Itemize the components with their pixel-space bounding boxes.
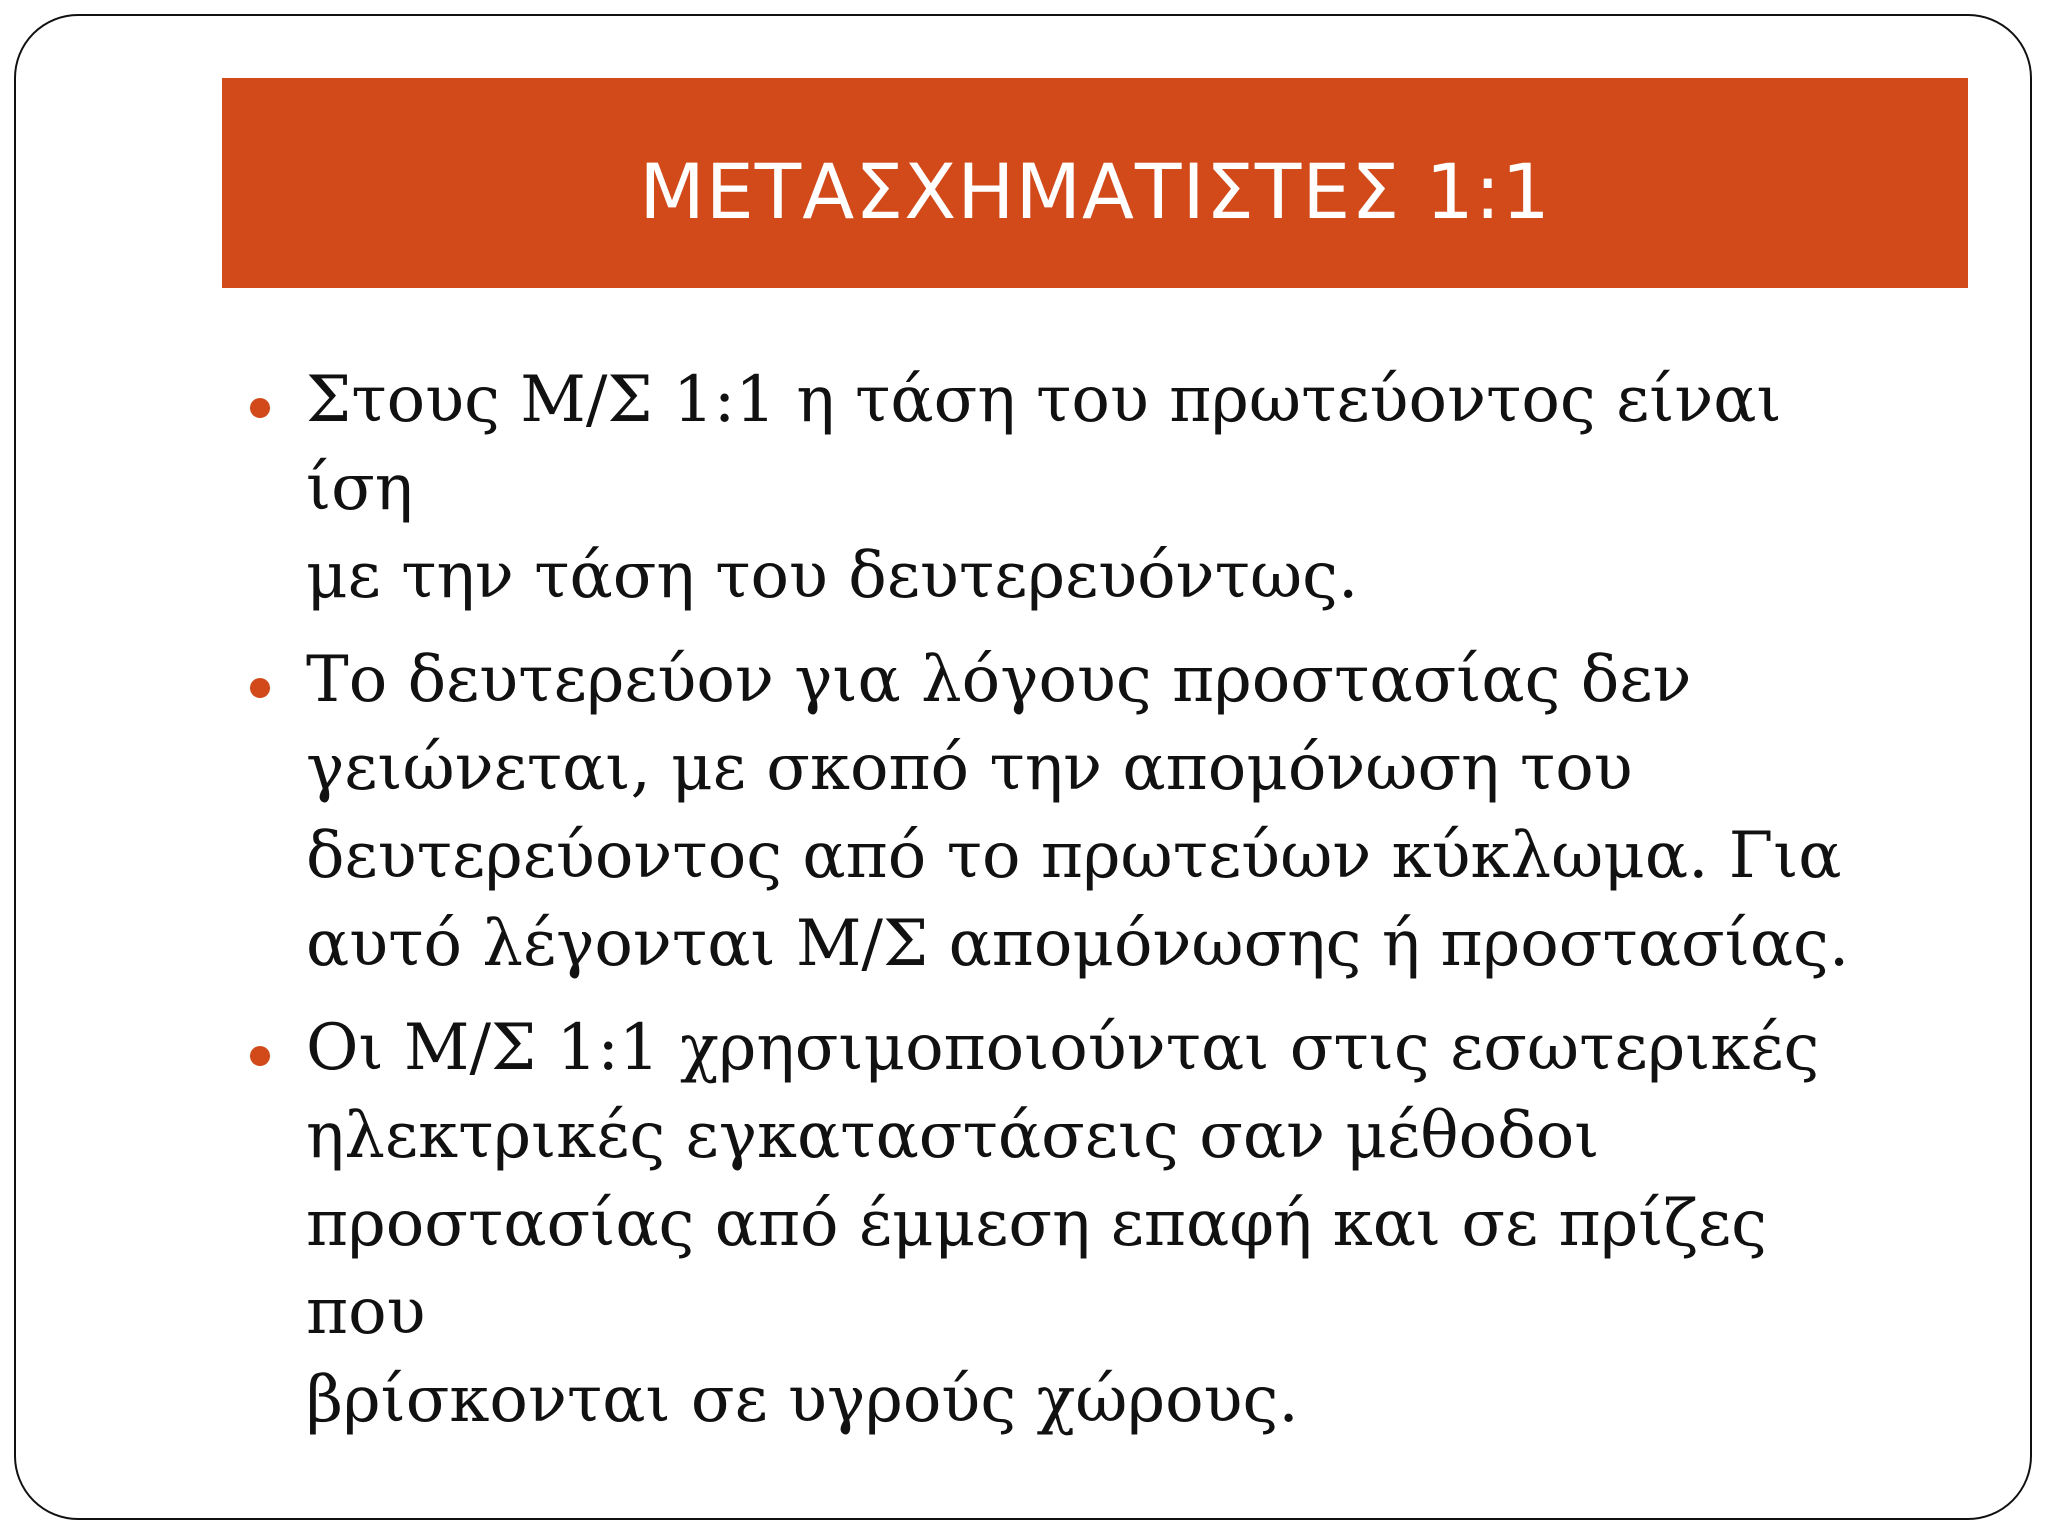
bullet-text: Οι Μ/Σ 1:1 χρησιμοποιούνται στις εσωτερικές ηλεκτρικές εγκαταστάσεις σαν μέθοδοι προστασίας από έμμεση επαφή και σε πρίζες που βρίσκονται σε υγρούς χώρους. bbox=[306, 1011, 1820, 1437]
bullet-item bbox=[242, 636, 1902, 988]
bullet-text: Στους Μ/Σ 1:1 η τάση του πρωτεύοντος είναι ίση με την τάση του δευτερευόντως. bbox=[306, 363, 1782, 613]
bullet-dot-icon bbox=[250, 398, 270, 418]
bullet-dot-icon bbox=[250, 678, 270, 698]
bullet-item bbox=[242, 356, 1902, 620]
slide-title: ΜΕΤΑΣΧΗΜΑΤΙΣΤΕΣ 1:1 bbox=[639, 146, 1551, 236]
bullet-list bbox=[242, 356, 1902, 1460]
title-bar bbox=[222, 78, 1968, 288]
bullet-dot-icon bbox=[250, 1046, 270, 1066]
bullet-text: Το δευτερεύον για λόγους προστασίας δεν γειώνεται, με σκοπό την απομόνωση του δευτερεύοντος από το πρωτεύων κύκλωμα. Για αυτό λέγονται Μ/Σ απομόνωσης ή προστασίας. bbox=[306, 643, 1850, 981]
bullet-item bbox=[242, 1004, 1902, 1444]
slide-frame bbox=[14, 14, 2032, 1520]
